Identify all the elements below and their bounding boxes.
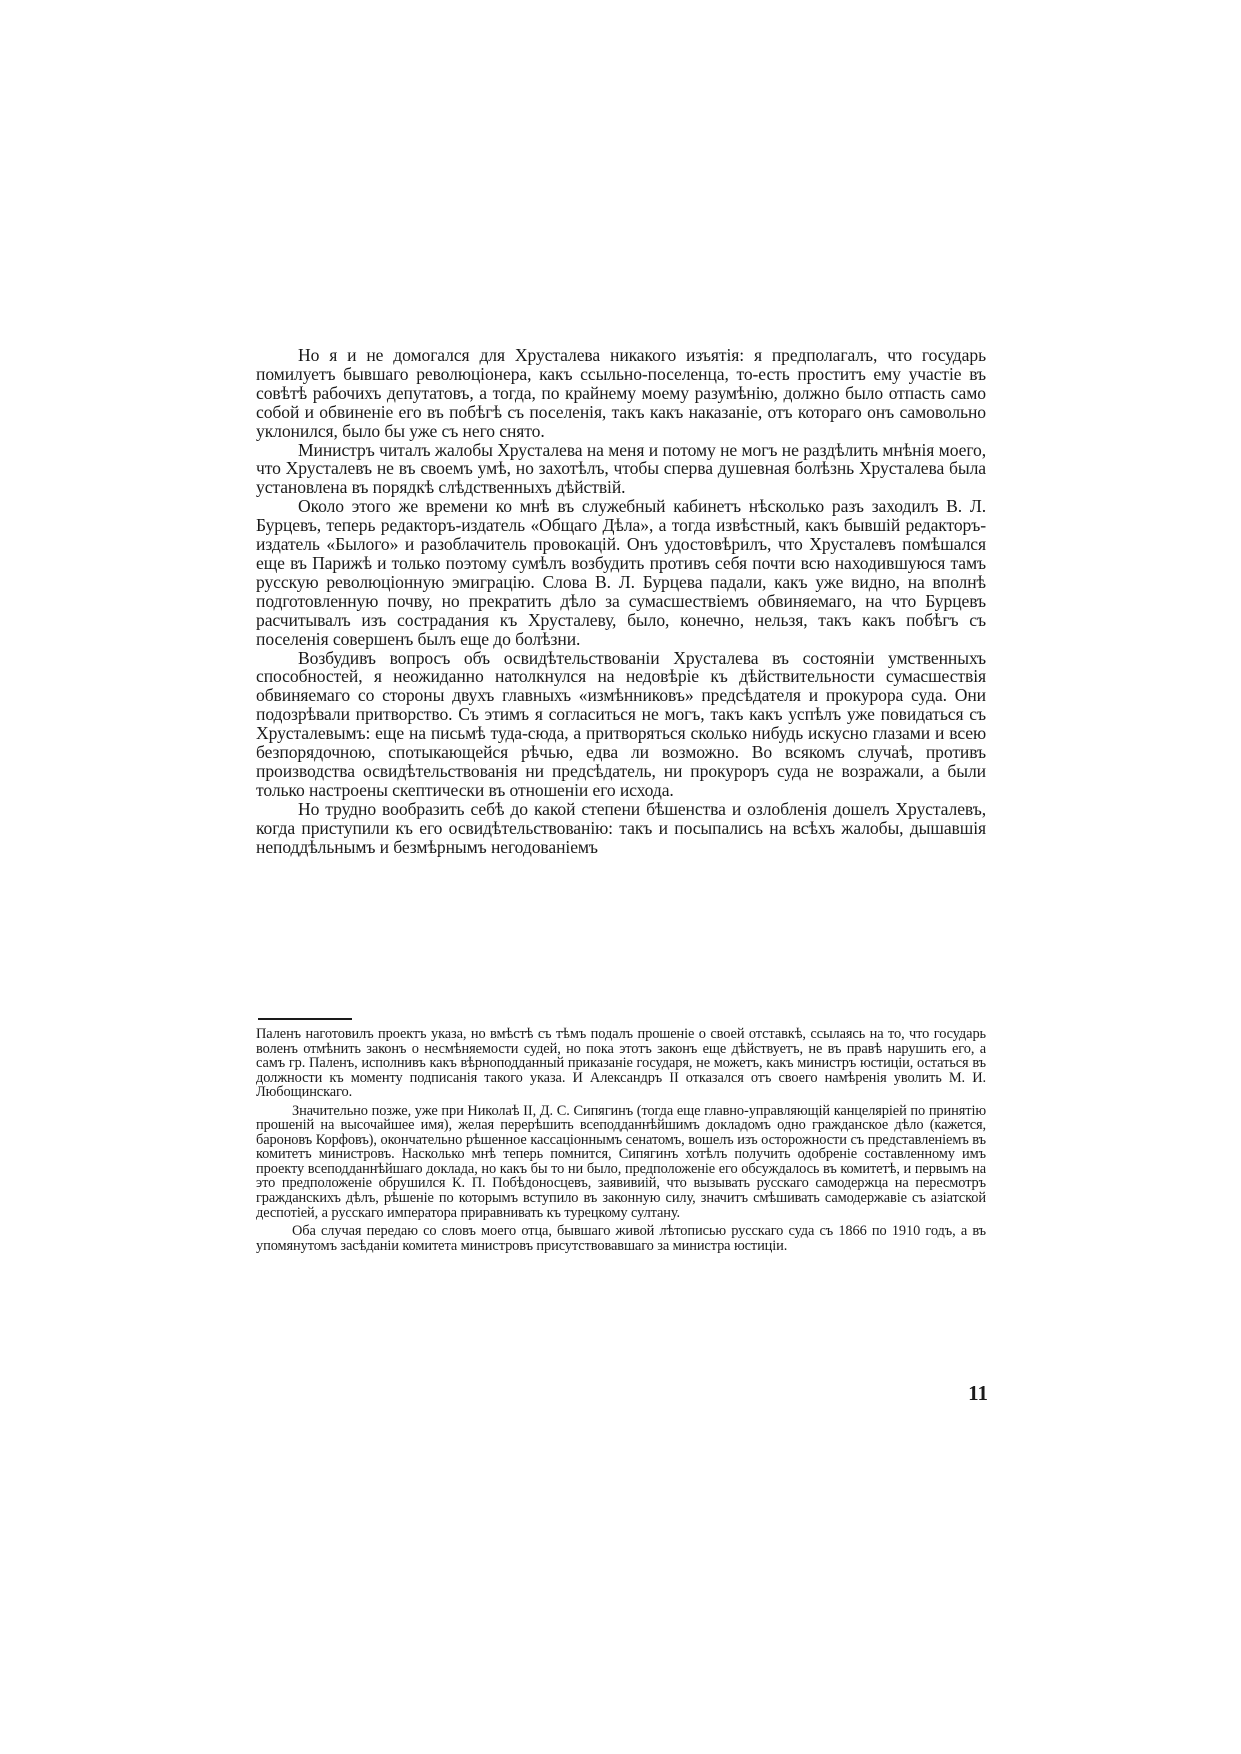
paragraph: Но я и не домогался для Хрусталева никакого изъятія: я предполагалъ, что государь помилуетъ бывшаго революціонера, какъ ссыльно-поселенца, то-есть проститъ ему участіе въ совѣтѣ рабочихъ депутатовъ, а тогда, по крайнему моему разумѣнію, должно было отпасть само собой и обвиненіе его въ побѣгѣ съ поселенія, такъ какъ наказаніе, отъ котораго онъ самовольно уклонился, было бы уже съ него снято. <box>256 345 986 441</box>
footnote-paragraph: Паленъ наготовилъ проектъ указа, но вмѣстѣ съ тѣмъ подалъ прошеніе о своей отставкѣ, ссылаясь на то, что государь воленъ отмѣнить законъ о несмѣняемости судей, но пока этотъ законъ еще дѣйствуетъ, не въ правѣ нарушить его, а самъ гр. Паленъ, исполнивъ какъ вѣрноподданный приказаніе государя, не можетъ, какъ министръ юстиціи, остаться въ должности къ моменту подписанія такого указа. И Александръ II отказался отъ своего намѣренія уволить М. И. Любощинскаго. <box>256 1026 986 1101</box>
paragraph: Возбудивъ вопросъ объ освидѣтельствованіи Хрусталева въ состояніи умственныхъ способностей, я неожиданно натолкнулся на недовѣріе къ дѣйствительности сумасшествія обвиняемаго со стороны двухъ главныхъ «измѣнниковъ» предсѣдателя и прокурора суда. Они подозрѣвали притворство. Съ этимъ я согласиться не могъ, такъ какъ успѣлъ уже повидаться съ Хрусталевымъ: еще на письмѣ туда-сюда, а притворяться сколько нибудь искусно глазами и всею безпорядочною, спотыкающейся рѣчью, едва ли возможно. Во всякомъ случаѣ, противъ производства освидѣтельствованія ни предсѣдатель, ни прокуроръ суда не возражали, а были только настроены скептически въ отношеніи его исхода. <box>256 647 986 800</box>
footnote-paragraph: Значительно позже, уже при Николаѣ II, Д. С. Сипягинъ (тогда еще главно-управляющій канцеляріей по принятію прошеній на высочайшее имя), желая перерѣшить всеподданнѣйшимъ докладомъ одно гражданское дѣло (кажется, бароновъ Корфовъ), окончательно рѣшенное кассаціоннымъ сенатомъ, вошелъ изъ осторожности съ представленіемъ въ комитетъ министровъ. Насколько мнѣ теперь помнится, Сипягинъ хотѣлъ получить одобреніе составленному имъ проекту всеподданнѣйшаго доклада, но какъ бы то ни было, предположеніе его обсуждалось въ комитетѣ, и первымъ на это предположеніе обрушился К. П. Побѣдоносцевъ, заявивиій, что вызывать русскаго самодержца на пересмотръ гражданскихъ дѣлъ, рѣшеніе по которымъ вступило въ законную силу, значитъ смѣшивать самодержавіе съ азіатской деспотіей, а русскаго императора приравнивать къ турецкому султану. <box>256 1102 986 1221</box>
footnotes <box>256 1027 986 1257</box>
page-number: 11 <box>968 1381 988 1405</box>
footnote-divider <box>258 1018 352 1020</box>
footnote-paragraph: Оба случая передаю со словъ моего отца, бывшаго живой лѣтописью русскаго суда съ 1866 по 1910 годъ, а въ упомянутомъ засѣданіи комитета министровъ присутствовавшаго за министра юстиціи. <box>256 1223 986 1254</box>
main-text <box>256 346 986 856</box>
paragraph: Но трудно вообразить себѣ до какой степени бѣшенства и озлобленія дошелъ Хрусталевъ, когда приступили къ его освидѣтельствованію: такъ и посыпались на всѣхъ жалобы, дышавшія неподдѣльнымъ и безмѣрнымъ негодованіемъ <box>256 798 986 857</box>
paragraph: Около этого же времени ко мнѣ въ служебный кабинетъ нѣсколько разъ заходилъ В. Л. Бурцевъ, теперь редакторъ-издатель «Общаго Дѣла», а тогда извѣстный, какъ бывшій редакторъ-издатель «Былого» и разоблачитель провокацій. Онъ удостовѣрилъ, что Хрусталевъ помѣшался еще въ Парижѣ и только поэтому сумѣлъ возбудить противъ себя почти всю находившуюся тамъ русскую революціонную эмиграцію. Слова В. Л. Бурцева падали, какъ уже видно, на вполнѣ подготовленную почву, но прекратить дѣло за сумасшествіемъ обвиняемаго, на что Бурцевъ расчитывалъ изъ сострадания къ Хрусталеву, было, конечно, нельзя, такъ какъ побѣгъ съ поселенія совершенъ былъ еще до болѣзни. <box>256 496 986 649</box>
paragraph: Министръ читалъ жалобы Хрусталева на меня и потому не могъ не раздѣлить мнѣнія моего, что Хрусталевъ не въ своемъ умѣ, но захотѣлъ, чтобы сперва душевная болѣзнь Хрусталева была установлена въ порядкѣ слѣдственныхъ дѣйствій. <box>256 439 986 498</box>
